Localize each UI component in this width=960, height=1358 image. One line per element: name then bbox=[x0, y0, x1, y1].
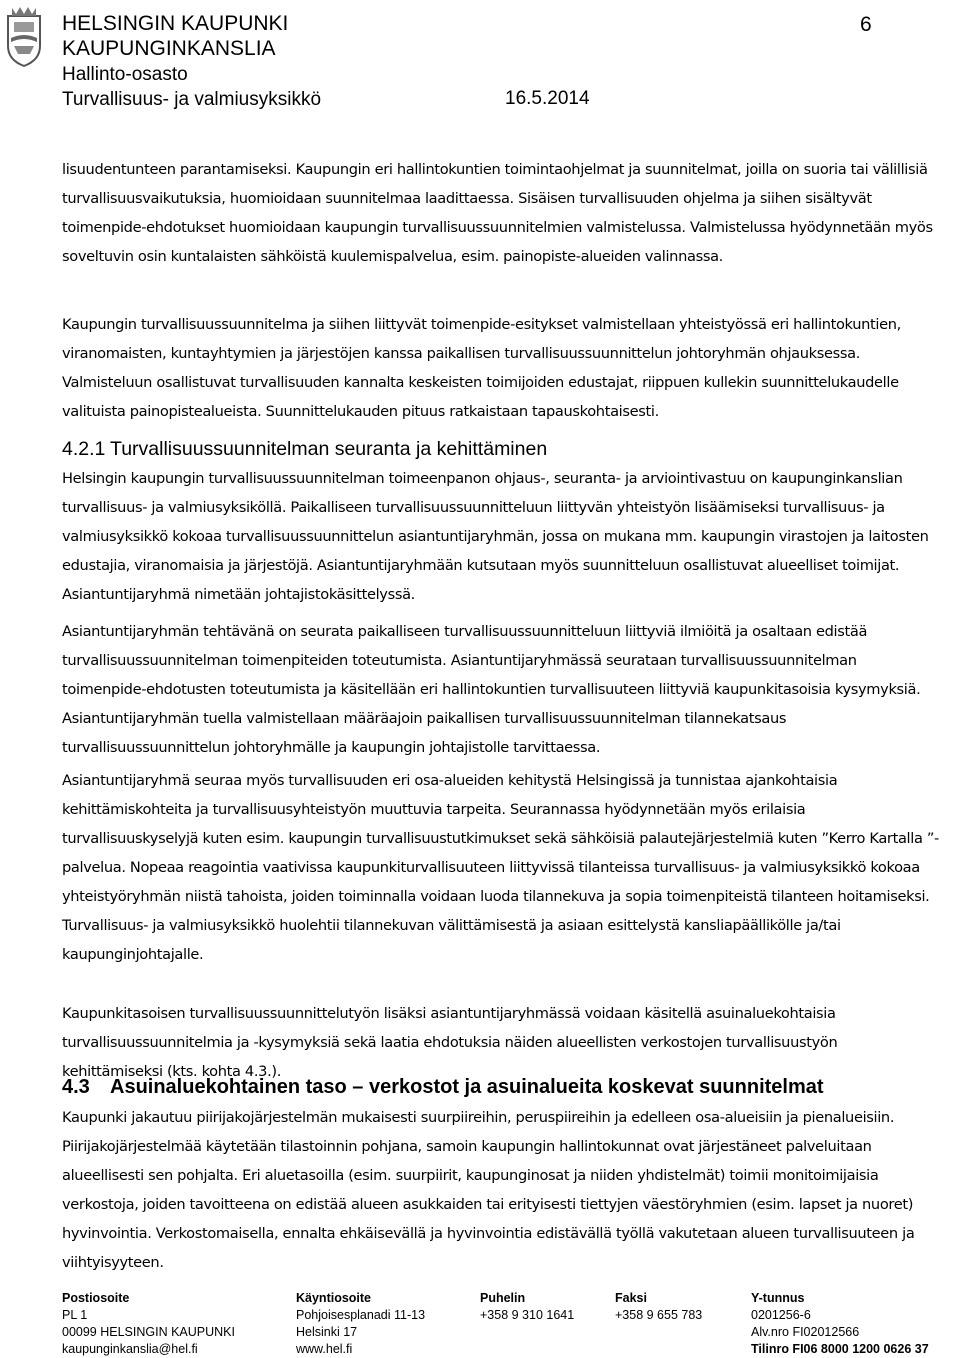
paragraph-text: Kaupungin turvallisuussuunnitelma ja siihen liittyvät toimenpide-esitykset valmistellaan yhteistyössä eri hallintokuntien, viranomaisten, kuntayhtymien ja järjestöjen kanssa paikallisen turvallisuussuunnittelun johtoryhmän ohjauksessa. Valmisteluun osallistuvat turvallisuuden kannalta keskeisten toimijoiden edustajat, riippuen kullekin suunnittelukaudelle valituista painopistealueista. Suunnittelukauden pituus ratkaistaan tapauskohtaisesti. bbox=[62, 316, 901, 420]
footer-label: Faksi bbox=[615, 1291, 647, 1305]
header-department: KAUPUNGINKANSLIA bbox=[62, 37, 276, 60]
footer-value: 0201256-6 bbox=[751, 1308, 811, 1322]
paragraph-text: Asiantuntijaryhmä seuraa myös turvallisuuden eri osa-alueiden kehitystä Helsingissä ja tunnistaa ajankohtaisia kehittämiskohteita ja turvallisuusyhteistyön muuttuvia tarpeita. Seurannassa hyödynnetään myös erilaisia turvallisuuskyselyjä kuten esim. kaupungin turvallisuustutkimukset sekä sähköisiä palautejärjestelmiä kuten ”Kerro Kartalla ”-palvelua. Nopeaa reagointia vaativissa kaupunkiturvallisuuteen liittyvissä tilanteissa turvallisuus- ja valmiusyksikkö kokoaa yhteistyöryhmän niistä tahoista, joiden toiminnalla voidaan luoda tilannekuva ja sopia toimenpiteistä tilanteen hoitamiseksi. Turvallisuus- ja valmiusyksikkö huolehtii tilannekuvan välittämisestä ja asiaan esittelystä kansliapäällikölle ja/tai kaupunginjohtajalle. bbox=[62, 772, 939, 963]
footer-business-id bbox=[751, 1290, 929, 1358]
footer-label: Käyntiosoite bbox=[296, 1291, 372, 1305]
paragraph-text: Asiantuntijaryhmän tehtävänä on seurata paikalliseen turvallisuussuunnitteluun liittyviä ilmiöitä ja osaltaan edistää turvallisuussuunnitelman toimenpiteiden toteutumista. Asiantuntijaryhmässä seurataan turvallisuussuunnitelman toimenpide-ehdotusten toteutumista ja käsitellään eri hallintokuntien turvallisuuteen liittyviä kaupunkitasoisia kysymyksiä. Asiantuntijaryhmän tuella valmistellaan määräajoin paikallisen turvallisuussuunnitelman tilannekatsaus turvallisuussuunnittelun johtoryhmälle ja kaupungin johtajistolle tarvittaessa. bbox=[62, 623, 921, 756]
section-heading-4-3 bbox=[62, 1076, 824, 1099]
footer-value: Alv.nro FI02012566 bbox=[751, 1325, 860, 1339]
section-title: Turvallisuussuunnitelman seuranta ja kehittäminen bbox=[110, 438, 548, 460]
footer-label: Postiosoite bbox=[62, 1291, 130, 1305]
footer-website: www.hel.fi bbox=[296, 1342, 353, 1356]
footer-value: +358 9 655 783 bbox=[615, 1308, 703, 1322]
footer-value: Helsinki 17 bbox=[296, 1325, 358, 1339]
header-unit: Turvallisuus- ja valmiusyksikkö bbox=[62, 89, 322, 110]
paragraph-1 bbox=[62, 155, 942, 271]
paragraph-4 bbox=[62, 617, 942, 762]
footer-value: 00099 HELSINGIN KAUPUNKI bbox=[62, 1325, 235, 1339]
paragraph-text: Kaupunkitasoisen turvallisuussuunnittelutyön lisäksi asiantuntijaryhmässä voidaan käsitellä asuinaluekohtaisia turvallisuussuunnitelmia ja -kysymyksiä sekä laatia ehdotuksia näiden alueellisten verkostojen turvallisuustyön kehittämiseksi (kts. kohta 4.3.). bbox=[62, 1005, 838, 1080]
header-organization: HELSINGIN KAUPUNKI bbox=[62, 12, 289, 35]
footer-value: +358 9 310 1641 bbox=[480, 1308, 575, 1322]
footer-value: PL 1 bbox=[62, 1308, 88, 1322]
footer-value: Pohjoisesplanadi 11-13 bbox=[296, 1308, 426, 1322]
footer-label: Puhelin bbox=[480, 1291, 526, 1305]
footer-phone bbox=[480, 1290, 574, 1324]
footer-email: kaupunginkanslia@hel.fi bbox=[62, 1342, 198, 1356]
paragraph-6 bbox=[62, 999, 942, 1086]
paragraph-2 bbox=[62, 310, 942, 426]
paragraph-text: lisuudentunteen parantamiseksi. Kaupungin eri hallintokuntien toimintaohjelmat ja suunnitelmat, joilla on suoria tai välillisiä turvallisuusvaikutuksia, huomioidaan suunnitelmaa laadittaessa. Sisäisen turvallisuuden ohjelma ja siihen sisältyvät toimenpide-ehdotukset huomioidaan kaupungin turvallisuussuunnitelmien valmistelussa. Valmistelussa hyödynnetään myös soveltuvin osin kuntalaisten sähköistä kuulemispalvelua, esim. painopiste-alueiden valinnassa. bbox=[62, 161, 933, 265]
footer-postal-address bbox=[62, 1290, 235, 1358]
section-title: Asuinaluekohtainen taso – verkostot ja asuinalueita koskevat suunnitelmat bbox=[110, 1076, 824, 1098]
footer-label: Y-tunnus bbox=[751, 1291, 805, 1305]
footer-fax bbox=[615, 1290, 702, 1324]
paragraph-7 bbox=[62, 1103, 942, 1277]
helsinki-crest-icon bbox=[2, 2, 46, 70]
header-division: Hallinto-osasto bbox=[62, 64, 188, 85]
paragraph-5 bbox=[62, 766, 942, 969]
header-date: 16.5.2014 bbox=[505, 88, 590, 109]
footer-value: Tilinro FI06 8000 1200 0626 37 bbox=[751, 1342, 929, 1356]
paragraph-3 bbox=[62, 464, 942, 609]
paragraph-text: Helsingin kaupungin turvallisuussuunnitelman toimeenpanon ohjaus-, seuranta- ja arviointivastuu on kaupunginkanslian turvallisuus- ja valmiusyksiköllä. Paikalliseen turvallisuussuunnitteluun liittyvän yhteistyön lisäämiseksi turvallisuus- ja valmiusyksikkö kokoaa turvallisuussuunnittelun asiantuntijaryhmän, jossa on mukana mm. kaupungin virastojen ja laitosten edustajia, viranomaisia ja järjestöjä. Asiantuntijaryhmään kutsutaan myös suunnitteluun osallistuvat alueelliset toimijat. Asiantuntijaryhmä nimetään johtajistokäsittelyssä. bbox=[62, 470, 929, 603]
section-number: 4.3 bbox=[62, 1076, 90, 1098]
section-heading-4-2-1 bbox=[62, 438, 547, 461]
paragraph-text: Kaupunki jakautuu piirijakojärjestelmän mukaisesti suurpiireihin, peruspiireihin ja edelleen osa-alueisiin ja pienalueisiin. Piirijakojärjestelmää käytetään tilastoinnin pohjana, samoin kaupungin hallintokunnat ovat järjestäneet palveluitaan alueellisesti sen pohjalta. Eri aluetasoilla (esim. suurpiirit, kaupunginosat ja niiden yhdistelmät) toimii monitoimijaisia verkostoja, joiden tavoitteena on edistää alueen asukkaiden tai erityisesti tiettyjen väestöryhmien (esim. lapset ja nuoret) hyvinvointia. Verkostomaisella, ennalta ehkäisevällä ja hyvinvointia edistävällä työllä vakutetaan alueen turvallisuuteen ja viihtyisyyteen. bbox=[62, 1109, 915, 1271]
section-number: 4.2.1 bbox=[62, 438, 106, 460]
footer-visiting-address bbox=[296, 1290, 425, 1358]
page-number: 6 bbox=[860, 13, 872, 36]
